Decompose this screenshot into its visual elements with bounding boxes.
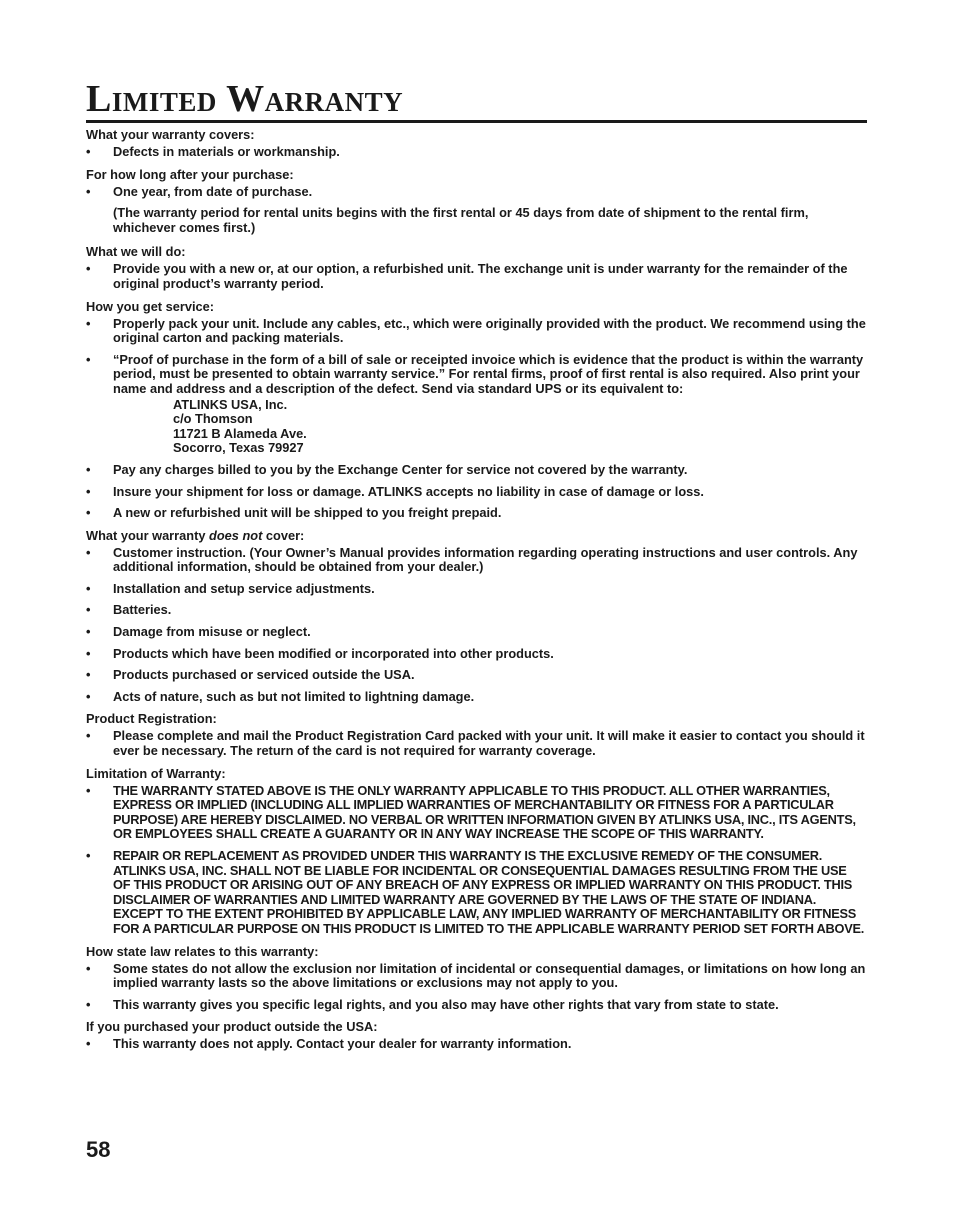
bullet-list — [86, 962, 866, 1013]
list-item: • Products purchased or serviced outside the USA. — [86, 667, 415, 683]
bullet-icon: • — [86, 183, 91, 199]
page-number: 58 — [86, 1137, 111, 1162]
list-item: • “Proof of purchase in the form of a bill of sale or receipted invoice which is evidence that the product is within the warranty period, must be presented to obtain warranty service.” For rental firms, proof of first rental is also required. Also print your name and address and a description of the defect. Send via standard UPS or its equivalent to: — [86, 351, 864, 396]
list-item: • Insure your shipment for loss or damage. ATLINKS accepts no liability in case of damage or loss. — [86, 483, 704, 499]
bullet-icon: • — [86, 483, 91, 499]
bullet-icon: • — [86, 624, 91, 640]
address-line: ATLINKS USA, Inc. — [173, 396, 288, 412]
list-item: • One year, from date of purchase. — [86, 183, 313, 199]
emphasis: does not — [209, 527, 263, 543]
bullet-list — [86, 262, 866, 291]
section-heading: For how long after your purchase: — [86, 166, 294, 182]
section-get-service — [86, 299, 866, 521]
list-item: • REPAIR OR REPLACEMENT AS PROVIDED UNDER THIS WARRANTY IS THE EXCLUSIVE REMEDY OF THE CONSUMER. ATLINKS USA, INC. SHALL NOT BE LIABLE FOR INCIDENTAL OR CONSEQUENTIAL DAMAGES RESULTING FROM THE USE OF THIS PRODUCT OR ARISING OUT OF ANY BREACH OF ANY EXPRESS OR IMPLIED WARRANTY ON THIS PRODUCT. THIS DISCLAIMER OF WARRANTIES AND LIMITED WARRANTY ARE GOVERNED BY THE LAWS OF THE STATE OF INDIANA. EXCEPT TO THE EXTENT PROHIBITED BY APPLICABLE LAW, ANY IMPLIED WARRANTY OF MERCHANTABILITY OR FITNESS FOR A PARTICULAR PURPOSE ON THIS PRODUCT IS LIMITED TO THE APPLICABLE WARRANTY PERIOD SET FORTH ABOVE. — [86, 848, 865, 936]
bullet-icon: • — [86, 144, 91, 159]
address-line: 11721 B Alameda Ave. — [173, 425, 307, 441]
list-item: • Properly pack your unit. Include any cables, etc., which were originally provided with the product. We recommend using the original carton and packing materials. — [86, 315, 866, 346]
bullet-icon: • — [86, 1036, 91, 1052]
section-heading: Limitation of Warranty: — [86, 765, 226, 781]
bullet-icon: • — [86, 996, 91, 1012]
bullet-list — [86, 185, 866, 200]
bullet-list — [86, 317, 866, 397]
section-will-do — [86, 244, 866, 291]
bullet-icon: • — [86, 544, 91, 560]
list-item: • Defects in materials or workmanship. — [86, 144, 340, 159]
bullet-list — [86, 546, 866, 705]
section-how-long — [86, 167, 866, 236]
list-item: • Damage from misuse or neglect. — [86, 624, 311, 640]
address-line: c/o Thomson — [173, 411, 253, 427]
rental-note: (The warranty period for rental units begins with the first rental or 45 days from date of shipment to the rental firm, whichever comes first.) — [113, 205, 809, 235]
list-item: • Some states do not allow the exclusion nor limitation of incidental or consequential damages, or limitations on how long an implied warranty lasts so the above limitations or exclusions may not apply to you. — [86, 960, 866, 991]
bullet-icon: • — [86, 688, 91, 704]
bullet-icon: • — [86, 848, 91, 863]
bullet-icon: • — [86, 261, 91, 277]
list-item: • This warranty gives you specific legal rights, and you also may have other rights that vary from state to state. — [86, 996, 779, 1012]
section-heading: What your warranty covers: — [86, 127, 255, 142]
section-heading: How you get service: — [86, 298, 215, 314]
list-item: • Products which have been modified or incorporated into other products. — [86, 645, 554, 661]
bullet-list — [86, 729, 866, 758]
warranty-content — [86, 127, 866, 1059]
bullet-list — [86, 784, 866, 937]
list-item: • Acts of nature, such as but not limited to lightning damage. — [86, 688, 475, 704]
page-title: Limited Warranty — [86, 78, 404, 120]
bullet-icon: • — [86, 461, 91, 477]
address-line: Socorro, Texas 79927 — [173, 440, 304, 456]
bullet-icon: • — [86, 505, 91, 521]
list-item: • Please complete and mail the Product Registration Card packed with your unit. It will make it easier to contact you should it ever be necessary. The return of the card is not required for warranty coverage. — [86, 728, 865, 759]
bullet-icon: • — [86, 782, 91, 798]
section-heading: What we will do: — [86, 244, 186, 260]
bullet-icon: • — [86, 645, 91, 661]
bullet-list — [86, 145, 866, 160]
section-heading: What your warranty does not cover: — [86, 527, 305, 543]
list-item: • A new or refurbished unit will be shipped to you freight prepaid. — [86, 505, 502, 521]
bullet-icon: • — [86, 667, 91, 683]
bullet-icon: • — [86, 960, 91, 976]
list-item: • Installation and setup service adjustments. — [86, 580, 375, 596]
bullet-list — [86, 463, 866, 521]
list-item: • This warranty does not apply. Contact your dealer for warranty information. — [86, 1036, 572, 1052]
section-heading: Product Registration: — [86, 711, 217, 727]
section-outside-usa — [86, 1019, 866, 1052]
section-heading: If you purchased your product outside the USA: — [86, 1019, 378, 1035]
bullet-list — [86, 1037, 866, 1052]
bullet-icon: • — [86, 602, 91, 618]
section-heading: How state law relates to this warranty: — [86, 943, 319, 959]
section-not-cover — [86, 528, 866, 705]
bullet-icon: • — [86, 728, 91, 744]
title-rule — [86, 120, 867, 123]
service-address — [86, 398, 866, 456]
section-registration — [86, 711, 866, 758]
section-state-law — [86, 944, 866, 1013]
bullet-icon: • — [86, 580, 91, 596]
list-item: • Provide you with a new or, at our option, a refurbished unit. The exchange unit is under warranty for the remainder of the original product’s warranty period. — [86, 261, 848, 291]
list-item: • Batteries. — [86, 602, 172, 618]
bullet-icon: • — [86, 351, 91, 367]
list-item: • Customer instruction. (Your Owner’s Manual provides information regarding operating instructions and user controls. Any additional information, should be obtained from your dealer.) — [86, 544, 858, 575]
list-item: • THE WARRANTY STATED ABOVE IS THE ONLY WARRANTY APPLICABLE TO THIS PRODUCT. ALL OTHER WARRANTIES, EXPRESS OR IMPLIED (INCLUDING ALL IMPLIED WARRANTIES OF MERCHANTABILITY OR FITNESS FOR A PARTICULAR PURPOSE) ARE HEREBY DISCLAIMED. NO VERBAL OR WRITTEN INFORMATION GIVEN BY ATLINKS USA, INC., ITS AGENTS, OR EMPLOYEES SHALL CREATE A GUARANTY OR IN ANY WAY INCREASE THE SCOPE OF THIS WARRANTY. — [86, 782, 856, 842]
list-item: • Pay any charges billed to you by the Exchange Center for service not covered by the warranty. — [86, 461, 688, 477]
bullet-icon: • — [86, 315, 91, 331]
section-limitation — [86, 766, 866, 937]
section-covers — [86, 127, 866, 160]
